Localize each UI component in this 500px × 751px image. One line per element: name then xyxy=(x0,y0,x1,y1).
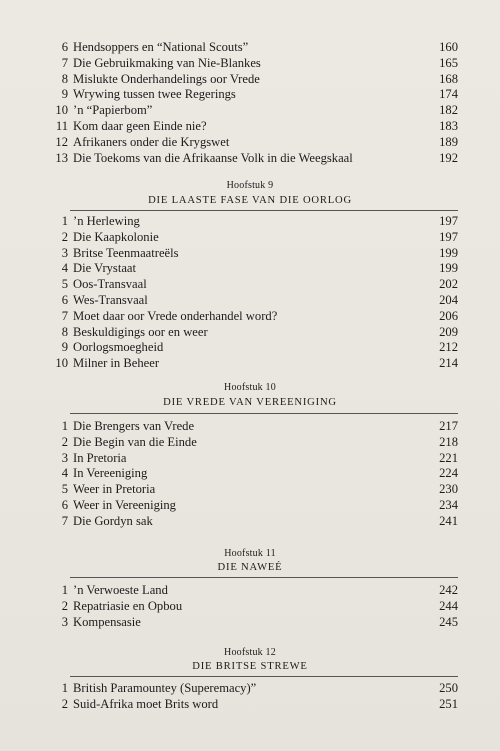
entry-page: 165 xyxy=(439,55,458,70)
entry-page: 206 xyxy=(439,308,458,323)
entry-number: 4 xyxy=(61,466,68,481)
entry-title: Kompensasie xyxy=(73,614,141,629)
toc-entries-continued xyxy=(0,40,500,166)
entry-page: 189 xyxy=(439,134,458,149)
entry-number: 6 xyxy=(61,40,68,54)
entry-number: 12 xyxy=(55,134,68,149)
entry-number: 10 xyxy=(55,356,68,371)
entry-page: 217 xyxy=(439,419,458,433)
toc-entry xyxy=(0,681,500,697)
entry-title: Die Vrystaat xyxy=(73,261,137,276)
entry-page: 244 xyxy=(439,598,458,613)
chapter-rule xyxy=(70,676,458,677)
entry-number: 7 xyxy=(61,55,68,70)
toc-entry xyxy=(0,119,500,135)
entry-number: 11 xyxy=(55,118,68,133)
entry-title: Wrywing tussen twee Regerings xyxy=(73,87,236,102)
toc-entry xyxy=(0,56,500,72)
entry-page: 160 xyxy=(439,40,458,54)
entry-title: Die Begin van die Einde xyxy=(73,434,197,449)
toc-entry xyxy=(0,356,500,372)
entry-page: 230 xyxy=(439,482,458,497)
entry-number: 5 xyxy=(61,482,68,497)
toc-entry xyxy=(0,435,500,451)
entry-page: 242 xyxy=(439,583,458,597)
entry-number: 2 xyxy=(61,696,68,711)
toc-entry xyxy=(0,309,500,325)
entry-page: 224 xyxy=(439,466,458,481)
entry-number: 8 xyxy=(61,324,68,339)
entry-page: 204 xyxy=(439,292,458,307)
toc-entry xyxy=(0,246,500,262)
entry-page: 212 xyxy=(439,340,458,355)
entry-number: 3 xyxy=(61,450,68,465)
chapter-rule xyxy=(70,413,458,414)
toc-entry xyxy=(0,466,500,482)
entry-page: 183 xyxy=(439,118,458,133)
entry-number: 6 xyxy=(61,497,68,512)
toc-entry xyxy=(0,230,500,246)
toc-entry xyxy=(0,325,500,341)
chapter-title: DIE NAWEÉ xyxy=(217,562,283,573)
toc-entry xyxy=(0,40,500,56)
toc-entry xyxy=(0,583,500,599)
entry-number: 10 xyxy=(55,103,68,118)
entry-title: Suid-Afrika moet Brits word xyxy=(73,696,219,711)
entry-number: 8 xyxy=(61,71,68,86)
entry-number: 2 xyxy=(61,434,68,449)
entry-title: Weer in Pretoria xyxy=(73,482,156,497)
entry-number: 2 xyxy=(61,229,68,244)
toc-entry xyxy=(0,293,500,309)
entry-number: 6 xyxy=(61,292,68,307)
entry-title: Kom daar geen Einde nie? xyxy=(73,118,207,133)
toc-entry xyxy=(0,615,500,631)
entry-title: Die Kaapkolonie xyxy=(73,229,159,244)
entry-title: In Vereeniging xyxy=(73,466,148,481)
entry-page: 202 xyxy=(439,277,458,292)
entry-page: 182 xyxy=(439,103,458,118)
toc-entry xyxy=(0,72,500,88)
entry-title: Oos-Transvaal xyxy=(73,277,147,292)
entry-page: 218 xyxy=(439,434,458,449)
entry-title: Britse Teenmaatreëls xyxy=(73,245,179,260)
entry-number: 3 xyxy=(61,245,68,260)
entry-number: 1 xyxy=(61,214,68,228)
toc-entry xyxy=(0,498,500,514)
entry-page: 214 xyxy=(439,356,458,371)
entry-number: 4 xyxy=(61,261,68,276)
chapter-label: Hoofstuk 11 xyxy=(224,548,276,559)
entry-page: 221 xyxy=(439,450,458,465)
toc-entry xyxy=(0,214,500,230)
entry-title: Afrikaners onder die Krygswet xyxy=(73,134,230,149)
entry-page: 245 xyxy=(439,614,458,629)
chapter-label: Hoofstuk 9 xyxy=(226,180,274,191)
toc-entry xyxy=(0,87,500,103)
entry-title: ’n “Papierbom” xyxy=(73,103,153,118)
toc-entry xyxy=(0,419,500,435)
chapter-label: Hoofstuk 12 xyxy=(224,647,276,658)
entry-page: 197 xyxy=(439,214,458,228)
toc-entry xyxy=(0,135,500,151)
entry-page: 241 xyxy=(439,513,458,528)
chapter-rule xyxy=(70,210,458,211)
toc-entry xyxy=(0,261,500,277)
entry-title: Hendsoppers en “National Scouts” xyxy=(73,40,249,54)
entry-title: Moet daar oor Vrede onderhandel word? xyxy=(73,308,278,323)
chapter-title: DIE VREDE VAN VEREENIGING xyxy=(163,397,337,408)
entry-page: 168 xyxy=(439,71,458,86)
entry-title: Die Toekoms van die Afrikaanse Volk in die Weegskaal xyxy=(73,150,353,165)
entry-title: Beskuldigings oor en weer xyxy=(73,324,208,339)
entry-page: 250 xyxy=(439,681,458,695)
entry-number: 7 xyxy=(61,308,68,323)
entry-number: 3 xyxy=(61,614,68,629)
entry-number: 13 xyxy=(55,150,68,165)
toc-entry xyxy=(0,599,500,615)
chapter-rule xyxy=(70,577,458,578)
toc-entry xyxy=(0,103,500,119)
entry-page: 192 xyxy=(439,150,458,165)
entry-number: 1 xyxy=(61,419,68,433)
entry-title: Milner in Beheer xyxy=(73,356,160,371)
entry-number: 9 xyxy=(61,87,68,102)
entry-page: 174 xyxy=(439,87,458,102)
entry-title: Mislukte Onderhandelings oor Vrede xyxy=(73,71,260,86)
entry-title: Die Gebruikmaking van Nie-Blankes xyxy=(73,55,261,70)
entry-page: 197 xyxy=(439,229,458,244)
toc-entries-chapter-11 xyxy=(0,583,500,630)
entry-title: British Paramountey (Superemacy)” xyxy=(73,681,257,695)
entry-number: 9 xyxy=(61,340,68,355)
entry-page: 234 xyxy=(439,497,458,512)
chapter-title: DIE BRITSE STREWE xyxy=(192,661,308,672)
toc-entry xyxy=(0,151,500,167)
entry-title: Repatriasie en Opbou xyxy=(73,598,183,613)
entry-page: 199 xyxy=(439,245,458,260)
entry-title: Weer in Vereeniging xyxy=(73,497,176,512)
entry-title: Oorlogsmoegheid xyxy=(73,340,164,355)
entry-title: ’n Herlewing xyxy=(73,214,140,228)
entry-page: 209 xyxy=(439,324,458,339)
toc-entries-chapter-12 xyxy=(0,681,500,713)
entry-number: 1 xyxy=(61,583,68,597)
toc-entry xyxy=(0,514,500,530)
entry-title: ’n Verwoeste Land xyxy=(73,583,168,597)
entry-number: 2 xyxy=(61,598,68,613)
entry-page: 251 xyxy=(439,696,458,711)
entry-title: Die Brengers van Vrede xyxy=(73,419,195,433)
entry-title: In Pretoria xyxy=(73,450,127,465)
entry-number: 5 xyxy=(61,277,68,292)
entry-page: 199 xyxy=(439,261,458,276)
toc-entry xyxy=(0,482,500,498)
entry-title: Die Gordyn sak xyxy=(73,513,153,528)
toc-entry xyxy=(0,277,500,293)
toc-entry xyxy=(0,340,500,356)
chapter-title: DIE LAASTE FASE VAN DIE OORLOG xyxy=(148,195,352,206)
toc-entry xyxy=(0,697,500,713)
toc-entry xyxy=(0,451,500,467)
chapter-label: Hoofstuk 10 xyxy=(224,382,276,393)
toc-entries-chapter-10 xyxy=(0,419,500,530)
toc-entries-chapter-9 xyxy=(0,214,500,372)
entry-title: Wes-Transvaal xyxy=(73,292,148,307)
entry-number: 7 xyxy=(61,513,68,528)
entry-number: 1 xyxy=(61,681,68,695)
